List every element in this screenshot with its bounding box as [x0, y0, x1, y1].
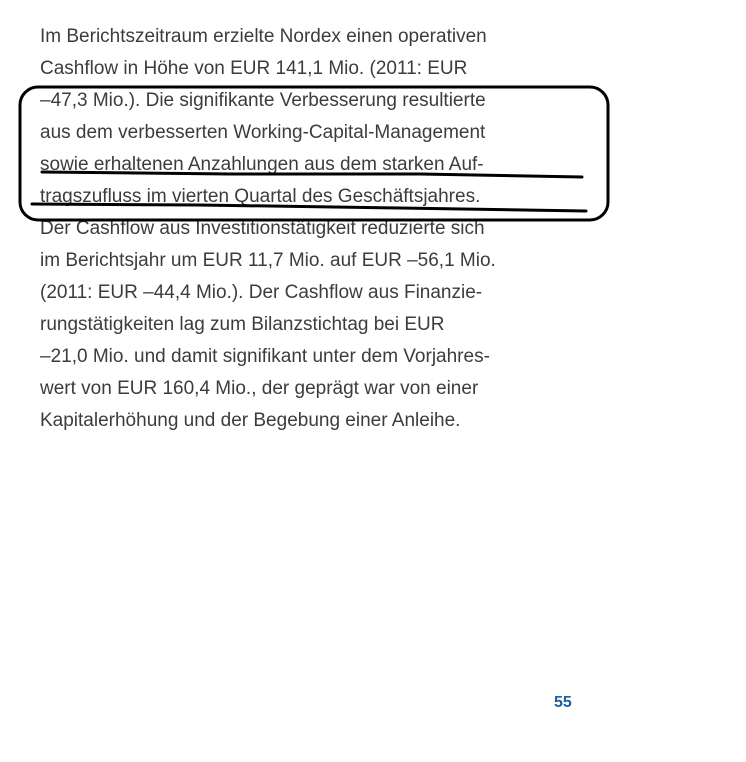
page-number: 55 [554, 694, 572, 711]
text-line-10: rungstätigkeiten lag zum Bilanzstichtag bei EUR [40, 314, 445, 335]
text-line-9: (2011: EUR –44,4 Mio.). Der Cashflow aus Finanzie- [40, 282, 483, 303]
text-line-4: aus dem verbesserten Working-Capital-Management [40, 122, 486, 143]
text-line-3: –47,3 Mio.). Die signifikante Verbesserung resultierte [40, 90, 486, 111]
text-line-11: –21,0 Mio. und damit signifikant unter dem Vorjahres- [40, 346, 490, 367]
text-line-12: wert von EUR 160,4 Mio., der geprägt war von einer [40, 378, 479, 399]
text-line-2: Cashflow in Höhe von EUR 141,1 Mio. (2011: EUR [40, 58, 468, 79]
text-line-6: tragszufluss im vierten Quartal des Geschäftsjahres. [40, 186, 481, 207]
text-line-13: Kapitalerhöhung und der Begebung einer Anleihe. [40, 410, 461, 431]
text-line-8: im Berichtsjahr um EUR 11,7 Mio. auf EUR –56,1 Mio. [40, 250, 496, 271]
text-line-1: Im Berichtszeitraum erzielte Nordex einen operativen [40, 26, 487, 47]
text-line-5: sowie erhaltenen Anzahlungen aus dem starken Auf- [40, 154, 484, 175]
text-line-7: Der Cashflow aus Investitionstätigkeit reduzierte sich [40, 218, 485, 239]
